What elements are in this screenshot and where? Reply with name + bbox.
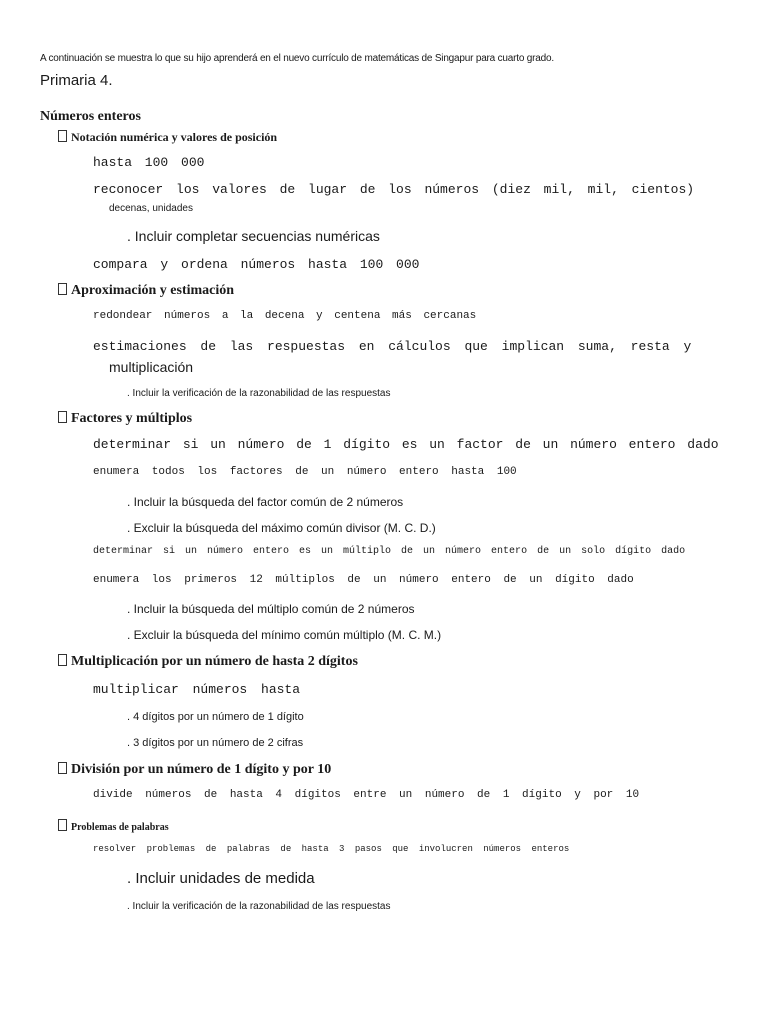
section-title-text: División por un número de 1 dígito y por 10: [71, 762, 332, 777]
line-text: multiplicación: [109, 359, 194, 375]
note-text: . 4 dígitos por un número de 1 dígito: [127, 711, 304, 723]
note-text: . Excluir la búsqueda del máximo común divisor (M. C. D.): [127, 521, 436, 535]
section-title-text: Aproximación y estimación: [71, 283, 235, 298]
section-title-text: Problemas de palabras: [71, 822, 169, 833]
section-title-aproximacion: [58, 283, 234, 299]
line-text: enumera los primeros 12 múltiplos de un número entero de un dígito dado: [93, 574, 634, 586]
section-title-factores: [58, 411, 192, 427]
line-text: decenas, unidades: [109, 203, 193, 214]
checkbox-icon: [58, 411, 67, 423]
checkbox-icon: [58, 654, 67, 666]
checkbox-icon: [58, 762, 67, 774]
line-text: multiplicar números hasta: [93, 682, 301, 697]
line-text: determinar si un número entero es un múltiplo de un número entero de un solo dígito dado: [93, 546, 686, 557]
main-heading: Números enteros: [40, 109, 141, 124]
line-text: hasta 100 000: [93, 155, 205, 170]
section-title-division: [58, 762, 331, 778]
line-text: compara y ordena números hasta 100 000: [93, 257, 420, 272]
section-title-text: Multiplicación por un número de hasta 2 dígitos: [71, 654, 358, 669]
intro-text: A continuación se muestra lo que su hijo aprenderá en el nuevo currículo de matemáticas de Singapur para cuarto grado.: [40, 53, 554, 64]
note-text: . Excluir la búsqueda del mínimo común múltiplo (M. C. M.): [127, 628, 442, 642]
line-text: enumera todos los factores de un número entero hasta 100: [93, 466, 517, 478]
note-text: . 3 dígitos por un número de 2 cifras: [127, 737, 304, 749]
note-text: . Incluir la verificación de la razonabilidad de las respuestas: [127, 388, 391, 399]
line-text: resolver problemas de palabras de hasta 3 pasos que involucren números enteros: [93, 844, 570, 854]
note-text: . Incluir la verificación de la razonabilidad de las respuestas: [127, 901, 391, 912]
section-title-notacion: [58, 130, 277, 145]
note-text: . Incluir la búsqueda del múltiplo común de 2 números: [127, 602, 415, 616]
section-title-text: Factores y múltiplos: [71, 411, 193, 426]
checkbox-icon: [58, 283, 67, 295]
note-text: . Incluir la búsqueda del factor común de 2 números: [127, 495, 404, 509]
note-text: . Incluir unidades de medida: [127, 870, 315, 887]
line-text: determinar si un número de 1 dígito es un factor de un número entero dado: [93, 437, 719, 452]
line-text: estimaciones de las respuestas en cálculos que implican suma, resta y: [93, 339, 692, 354]
grade-label: Primaria 4.: [40, 72, 113, 89]
line-text: redondear números a la decena y centena más cercanas: [93, 310, 477, 322]
note-text: . Incluir completar secuencias numéricas: [127, 228, 380, 244]
section-title-problemas: [58, 819, 169, 833]
section-title-multiplicacion: [58, 654, 358, 670]
checkbox-icon: [58, 130, 67, 142]
line-text: divide números de hasta 4 dígitos entre un número de 1 dígito y por 10: [93, 789, 640, 801]
checkbox-icon: [58, 819, 67, 831]
section-title-text: Notación numérica y valores de posición: [71, 130, 278, 144]
line-text: reconocer los valores de lugar de los números (diez mil, mil, cientos): [93, 182, 695, 197]
